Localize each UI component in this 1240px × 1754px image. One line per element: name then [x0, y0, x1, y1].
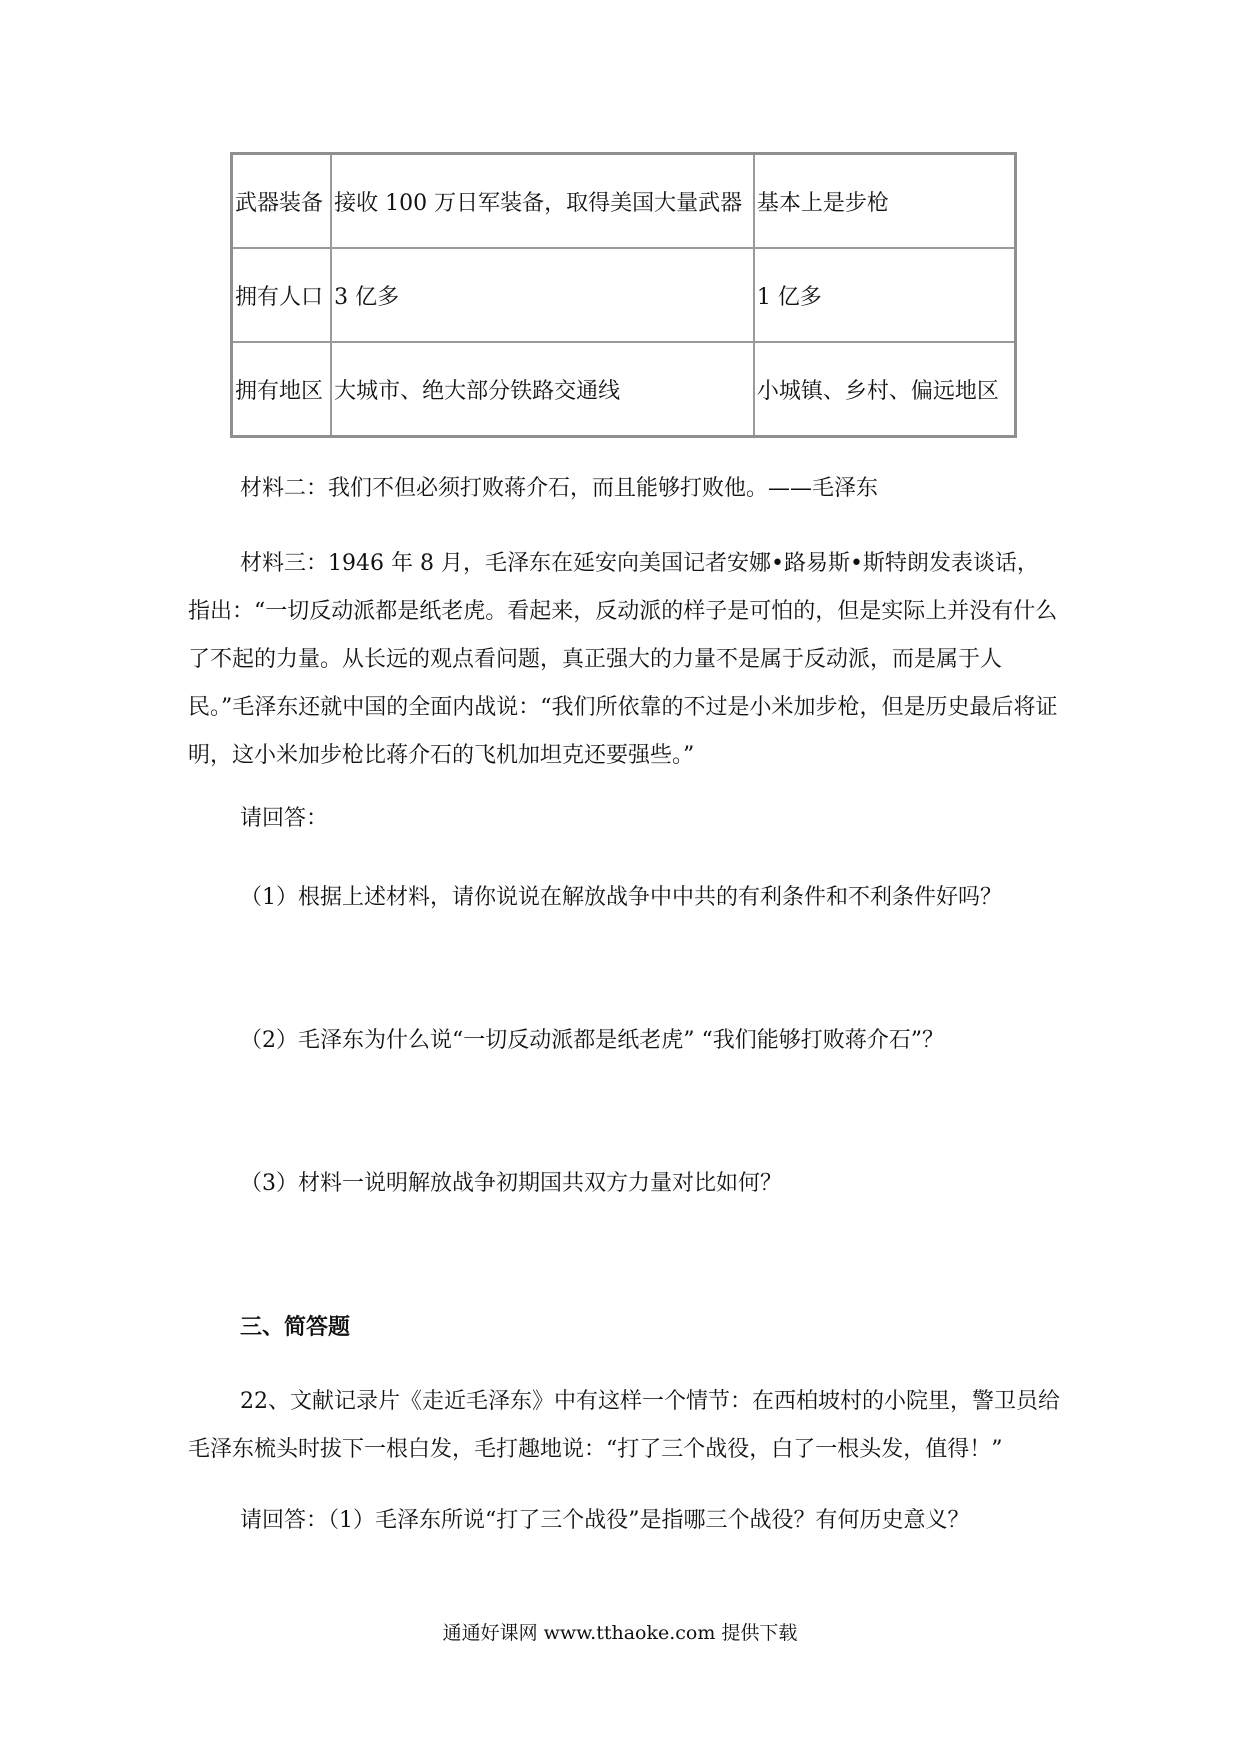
question-2: （2）毛泽东为什么说“一切反动派都是纸老虎” “我们能够打败蒋介石”？	[240, 1028, 944, 1053]
table-row	[232, 154, 1016, 249]
table-row	[232, 248, 1016, 342]
ccp-cell: 基本上是步枪	[754, 154, 1016, 249]
page-footer: 通通好课网 www.tthaoke.com 提供下载	[442, 1622, 798, 1644]
row-label: 拥有人口	[232, 248, 332, 342]
kmt-cell: 3 亿多	[331, 248, 754, 342]
table-row	[232, 342, 1016, 437]
question-22-part-1: 请回答：（1）毛泽东所说“打了三个战役”是指哪三个战役？有何历史意义？	[240, 1508, 970, 1533]
material-three: 材料三：1946 年 8 月，毛泽东在延安向美国记者安娜•路易斯•斯特朗发表谈话，指出：“一切反动派都是纸老虎。看起来，反动派的样子是可怕的，但是实际上并没有什么了不起的力量。从长远的观点看问题，真正强大的力量不是属于反动派，而是属于人民。”毛泽东还就中国的全面内战说：“我们所依靠的不过是小米加步枪，但是历史最后将证明，这小米加步枪比蒋介石的飞机加坦克还要强些。”	[188, 551, 1058, 768]
question-22: 22、文献记录片《走近毛泽东》中有这样一个情节：在西柏坡村的小院里，警卫员给毛泽东梳头时拔下一根白发，毛打趣地说：“打了三个战役，白了一根头发，值得！”	[188, 1389, 1060, 1462]
kmt-cell: 大城市、绝大部分铁路交通线	[331, 342, 754, 437]
answer-prompt: 请回答：	[240, 806, 329, 831]
question-3: （3）材料一说明解放战争初期国共双方力量对比如何？	[240, 1171, 782, 1196]
row-label: 武器装备	[232, 154, 332, 249]
question-1: （1）根据上述材料，请你说说在解放战争中中共的有利条件和不利条件好吗？	[240, 885, 1002, 910]
section-heading: 三、简答题	[240, 1314, 351, 1340]
comparison-table	[230, 152, 1017, 438]
ccp-cell: 小城镇、乡村、偏远地区	[754, 342, 1016, 437]
kmt-cell: 接收 100 万日军装备，取得美国大量武器	[331, 154, 754, 249]
material-two: 材料二：我们不但必须打败蒋介石，而且能够打败他。——毛泽东	[240, 476, 879, 501]
row-label: 拥有地区	[232, 342, 332, 437]
ccp-cell: 1 亿多	[754, 248, 1016, 342]
